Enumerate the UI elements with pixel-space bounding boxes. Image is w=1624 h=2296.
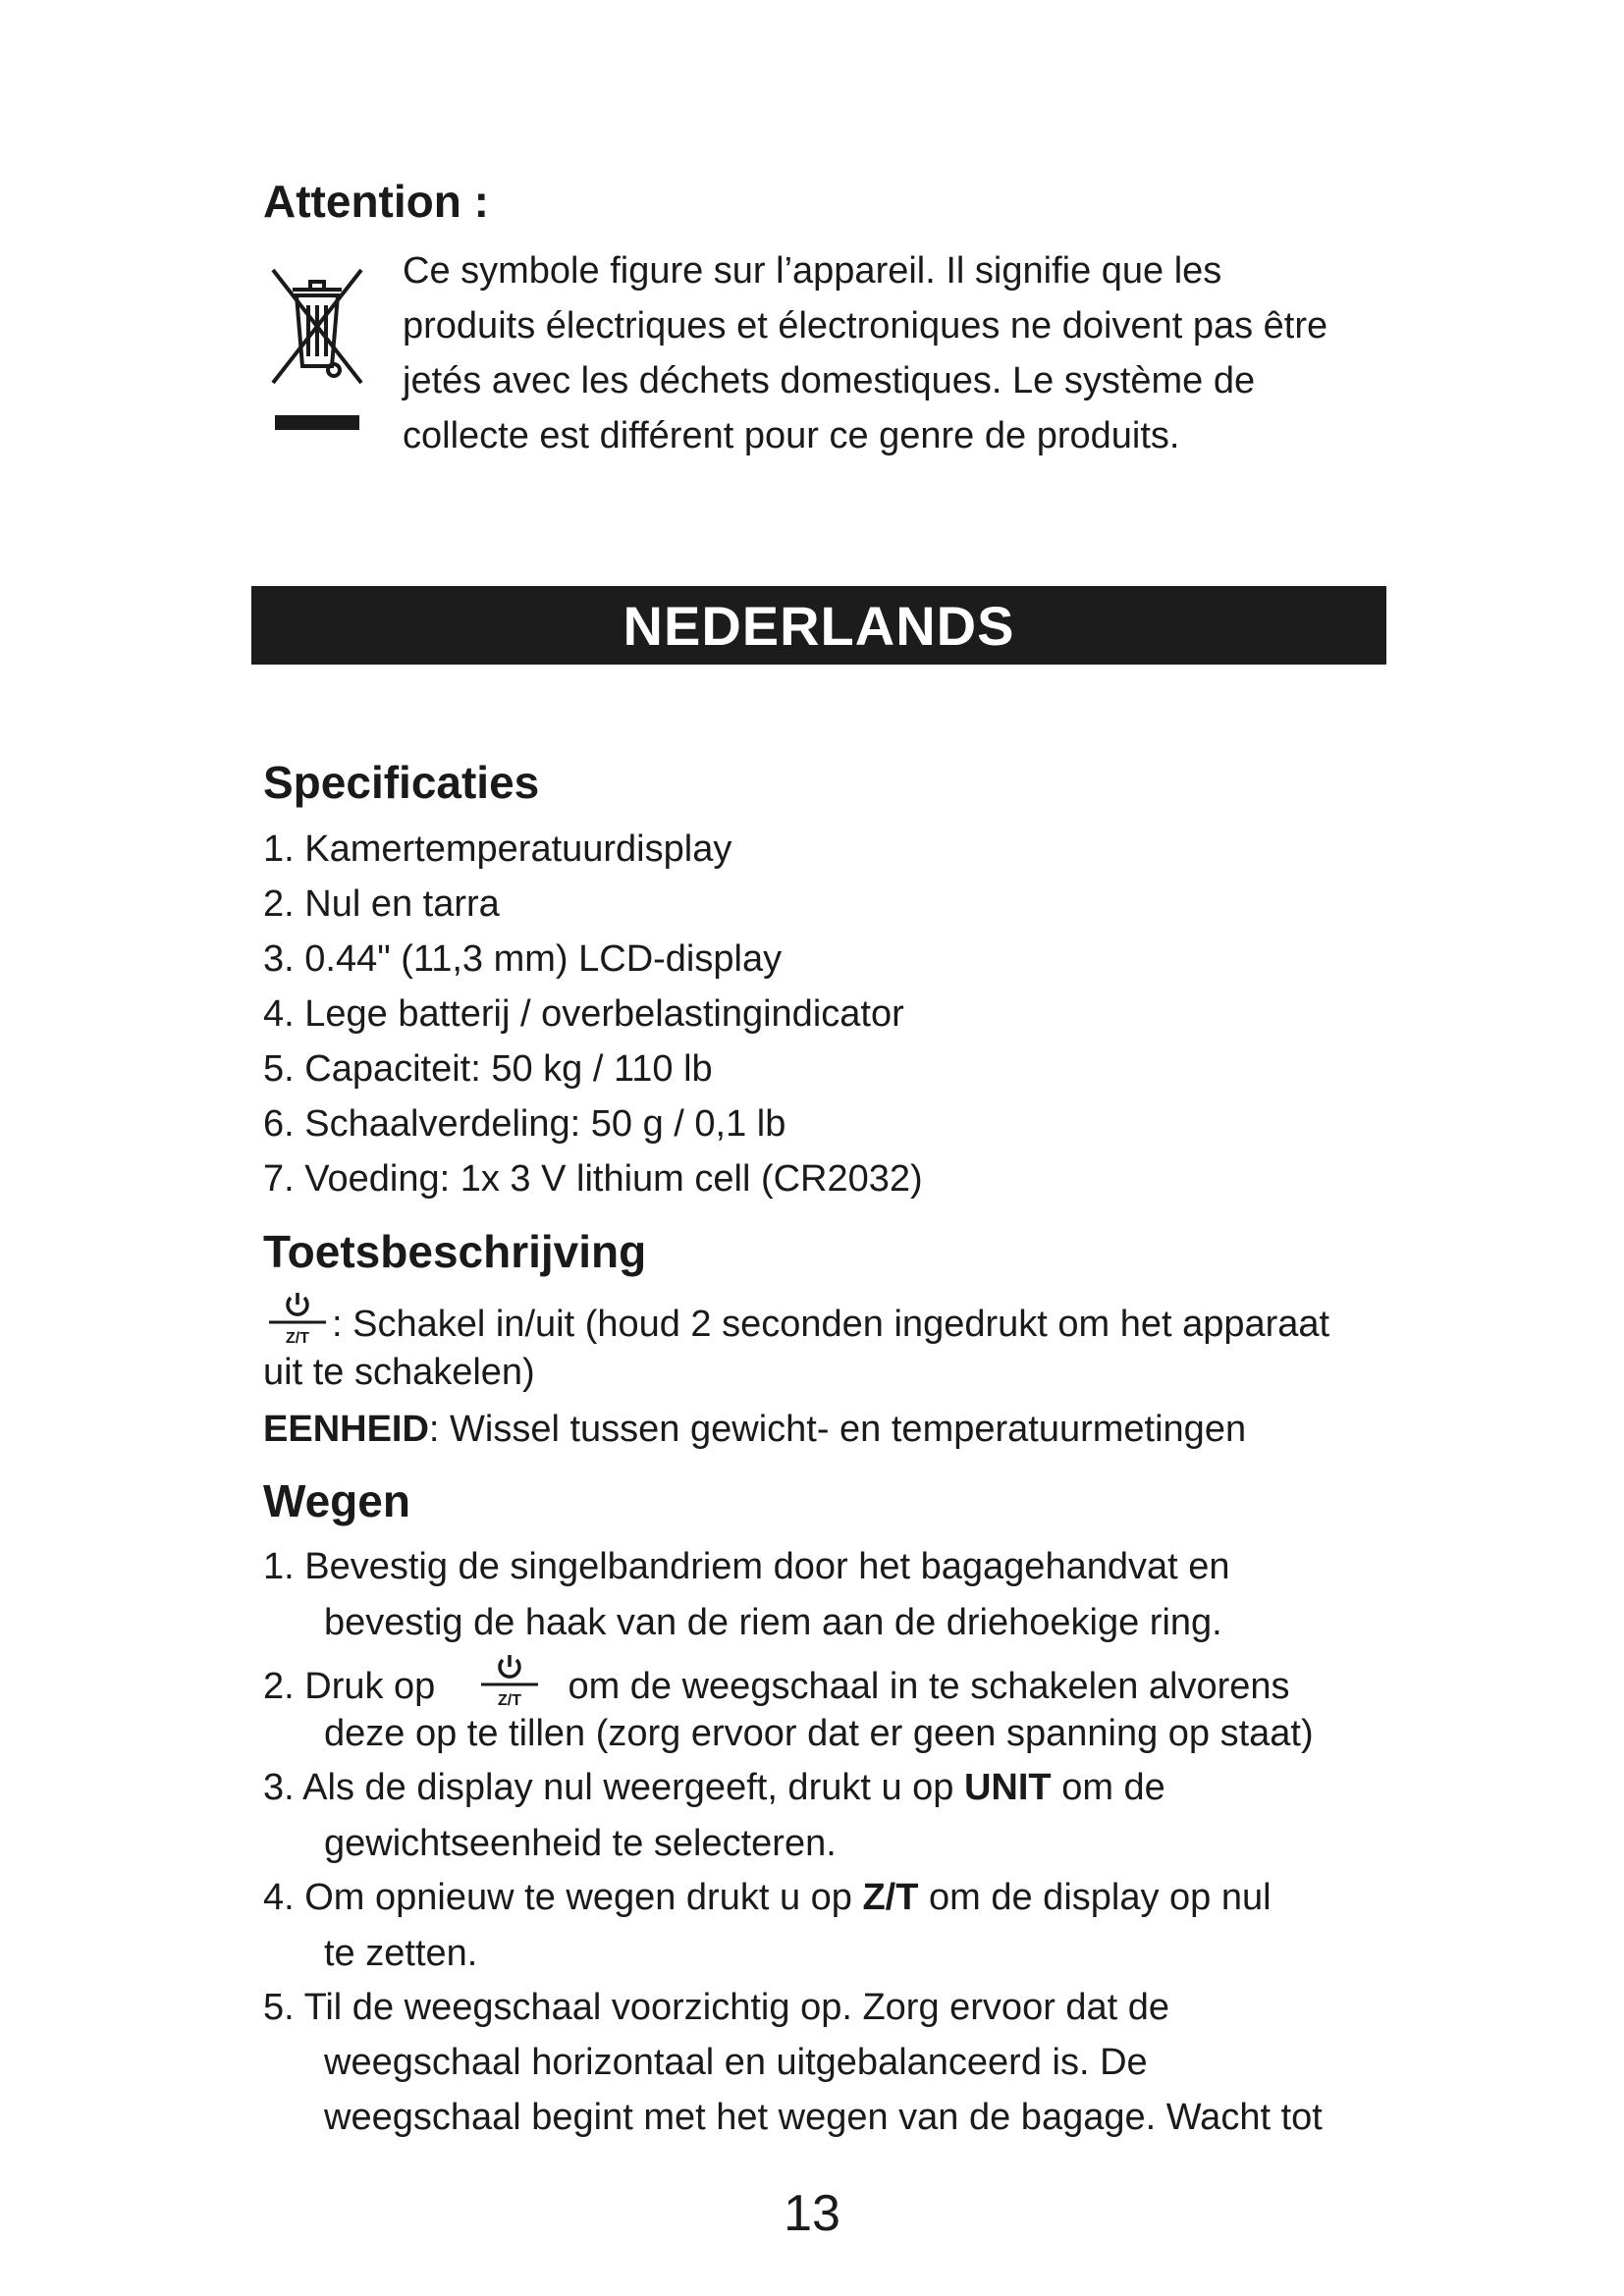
power-zt-key-icon	[263, 1289, 332, 1348]
list-item: 3. 0.44" (11,3 mm) LCD-display	[263, 938, 783, 980]
attention-text	[403, 243, 1327, 463]
key-icon-label: Z/T	[286, 1330, 309, 1347]
language-banner: NEDERLANDS	[251, 586, 1386, 665]
step-2-cont: deze op te tillen (zorg ervoor dat er geen spanning op staat)	[324, 1713, 1314, 1754]
list-item: 5. Capaciteit: 50 kg / 110 lb	[263, 1048, 713, 1090]
unit-key-line	[263, 1402, 1246, 1457]
power-key-line	[263, 1289, 1329, 1352]
list-item: 1. Kamertemperatuurdisplay	[263, 828, 732, 870]
step-4-cont: te zetten.	[324, 1933, 478, 1974]
power-zt-key-icon	[475, 1651, 544, 1710]
power-key-text-cont: uit te schakelen)	[263, 1352, 535, 1393]
step-2-pre: 2. Druk op	[263, 1666, 436, 1707]
attention-line: Ce symbole figure sur l’appareil. Il signifie que les	[403, 250, 1222, 292]
key-icon-label: Z/T	[497, 1692, 521, 1709]
weighing-heading: Wegen	[263, 1475, 410, 1526]
step-2	[263, 1651, 1290, 1714]
step-5-cont: weegschaal horizontaal en uitgebalanceerd is. De	[324, 2042, 1148, 2083]
attention-line: produits électriques et électroniques ne doivent pas être	[403, 305, 1328, 347]
step-3-post: om de	[1051, 1767, 1165, 1808]
step-2-post: om de weegschaal in te schakelen alvorens	[568, 1666, 1290, 1707]
specs-list	[263, 822, 923, 1206]
unit-key-text: : Wissel tussen gewicht- en temperatuurmetingen	[428, 1409, 1247, 1450]
step-4	[263, 1870, 1272, 1925]
step-3	[263, 1760, 1165, 1815]
attention-heading: Attention :	[263, 176, 489, 227]
attention-line: jetés avec les déchets domestiques. Le système de	[403, 360, 1256, 401]
weee-crossed-bin-icon	[263, 250, 371, 437]
list-item: 2. Nul en tarra	[263, 883, 500, 925]
step-5: 5. Til de weegschaal voorzichtig op. Zorg ervoor dat de	[263, 1987, 1170, 2028]
attention-line: collecte est différent pour ce genre de produits.	[403, 415, 1180, 456]
page-number: 13	[784, 2185, 840, 2242]
list-item: 7. Voeding: 1x 3 V lithium cell (CR2032)	[263, 1158, 923, 1200]
power-key-text: : Schakel in/uit (houd 2 seconden ingedrukt om het apparaat	[332, 1304, 1330, 1345]
step-1: 1. Bevestig de singelbandriem door het bagagehandvat en	[263, 1546, 1230, 1587]
unit-key-label: EENHEID	[263, 1409, 429, 1450]
step-3-pre: 3. Als de display nul weergeeft, drukt u op	[263, 1767, 964, 1808]
list-item: 6. Schaalverdeling: 50 g / 0,1 lb	[263, 1103, 786, 1145]
step-4-post: om de display op nul	[918, 1877, 1272, 1918]
step-4-pre: 4. Om opnieuw te wegen drukt u op	[263, 1877, 863, 1918]
step-1-cont: bevestig de haak van de riem aan de driehoekige ring.	[324, 1602, 1222, 1643]
step-4-zt: Z/T	[862, 1877, 919, 1918]
step-3-cont: gewichtseenheid te selecteren.	[324, 1823, 837, 1864]
keys-heading: Toetsbeschrijving	[263, 1226, 647, 1277]
list-item: 4. Lege batterij / overbelastingindicator	[263, 993, 904, 1035]
specs-heading: Specificaties	[263, 757, 540, 808]
step-5-cont: weegschaal begint met het wegen van de bagage. Wacht tot	[324, 2097, 1323, 2138]
step-3-unit: UNIT	[963, 1767, 1052, 1808]
